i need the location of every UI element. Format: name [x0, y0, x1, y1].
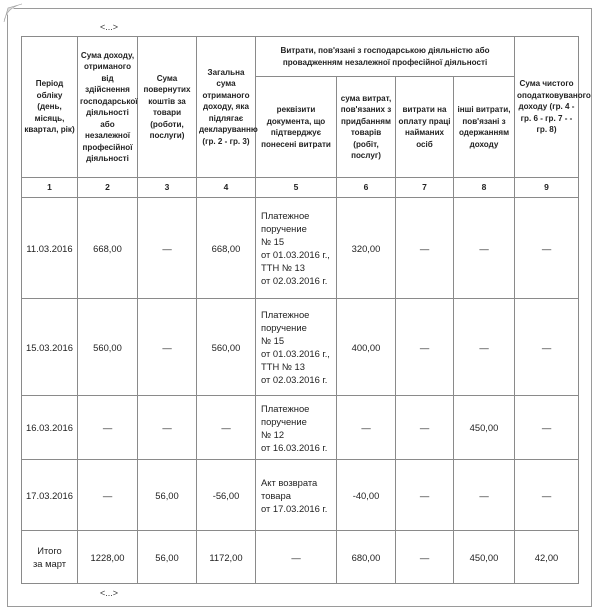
cell-labor: —: [396, 531, 454, 584]
header-exp-labor: витрати на оплату праці найманих осіб: [396, 77, 454, 178]
cell-returned: —: [138, 198, 197, 299]
cell-period: 15.03.2016: [22, 299, 78, 396]
header-returned: Сума повернутих коштів за товари (роботи, послуги): [138, 37, 197, 178]
col-number: 1: [22, 178, 78, 198]
col-number: 3: [138, 178, 197, 198]
cell-income: 560,00: [78, 299, 138, 396]
header-taxable: Сума чистого оподатковуваного доходу (гр. 4 - гр. 6 - гр. 7 - - гр. 8): [515, 37, 579, 178]
cell-docs: Акт возврата товара от 17.03.2016 г.: [256, 460, 337, 531]
cell-total: 668,00: [197, 198, 256, 299]
cell-returned: 56,00: [138, 531, 197, 584]
header-expenses-group: Витрати, пов'язані з господарською діяльністю або провадженням незалежної професійної діяльності: [256, 37, 515, 77]
cell-goods: —: [337, 396, 396, 460]
cell-other: —: [454, 299, 515, 396]
col-number: 2: [78, 178, 138, 198]
col-number: 4: [197, 178, 256, 198]
header-exp-other: інші витрати, пов'язані з одержанням доходу: [454, 77, 515, 178]
cell-taxable: 42,00: [515, 531, 579, 584]
cell-other: —: [454, 198, 515, 299]
cell-income: —: [78, 396, 138, 460]
income-expense-table: [21, 36, 591, 584]
cell-other: 450,00: [454, 396, 515, 460]
cell-returned: —: [138, 299, 197, 396]
cell-income: 668,00: [78, 198, 138, 299]
col-number: 8: [454, 178, 515, 198]
page-curl-icon: [0, 0, 22, 22]
table-row: [22, 396, 579, 460]
cell-total: -56,00: [197, 460, 256, 531]
cell-labor: —: [396, 460, 454, 531]
cell-income: 1228,00: [78, 531, 138, 584]
cell-goods: -40,00: [337, 460, 396, 531]
cell-docs: Платежное поручение № 12 от 16.03.2016 г.: [256, 396, 337, 460]
header-exp-docs: реквізити документа, що підтверджує понесені витрати: [256, 77, 337, 178]
cell-returned: 56,00: [138, 460, 197, 531]
col-number: 7: [396, 178, 454, 198]
cell-total-label: Итого за март: [22, 531, 78, 584]
col-number: 6: [337, 178, 396, 198]
table-row: [22, 299, 579, 396]
cell-total: 560,00: [197, 299, 256, 396]
table-row: [22, 198, 579, 299]
cell-other: 450,00: [454, 531, 515, 584]
cell-total: 1172,00: [197, 531, 256, 584]
cell-docs: Платежное поручение № 15 от 01.03.2016 г., ТТН № 13 от 02.03.2016 г.: [256, 198, 337, 299]
header-total: Загальна сума отриманого доходу, яка підлягає декларуванню (гр. 2 - гр. 3): [197, 37, 256, 178]
cell-taxable: —: [515, 198, 579, 299]
cell-docs: Платежное поручение № 15 от 01.03.2016 г., ТТН № 13 от 02.03.2016 г.: [256, 299, 337, 396]
cell-period: 17.03.2016: [22, 460, 78, 531]
cell-other: —: [454, 460, 515, 531]
cell-goods: 680,00: [337, 531, 396, 584]
header-exp-goods: сума витрат, пов'язаних з придбанням товарів (робіт, послуг): [337, 77, 396, 178]
cell-goods: 320,00: [337, 198, 396, 299]
cell-taxable: —: [515, 299, 579, 396]
col-number: 5: [256, 178, 337, 198]
cell-period: 11.03.2016: [22, 198, 78, 299]
ellipsis-bottom: <...>: [100, 588, 119, 598]
total-row: [22, 531, 579, 584]
header-period: Період обліку (день, місяць, квартал, рік): [22, 37, 78, 178]
table-row: [22, 460, 579, 531]
cell-docs: —: [256, 531, 337, 584]
col-number: 9: [515, 178, 579, 198]
cell-total: —: [197, 396, 256, 460]
cell-taxable: —: [515, 460, 579, 531]
cell-labor: —: [396, 396, 454, 460]
cell-returned: —: [138, 396, 197, 460]
cell-period: 16.03.2016: [22, 396, 78, 460]
column-number-row: [22, 178, 579, 198]
cell-labor: —: [396, 198, 454, 299]
cell-labor: —: [396, 299, 454, 396]
header-income: Сума доходу, отриманого від здійснення господарської діяльності або незалежної професійної діяльності: [78, 37, 138, 178]
cell-taxable: —: [515, 396, 579, 460]
ellipsis-top: <...>: [100, 22, 119, 32]
cell-income: —: [78, 460, 138, 531]
cell-goods: 400,00: [337, 299, 396, 396]
